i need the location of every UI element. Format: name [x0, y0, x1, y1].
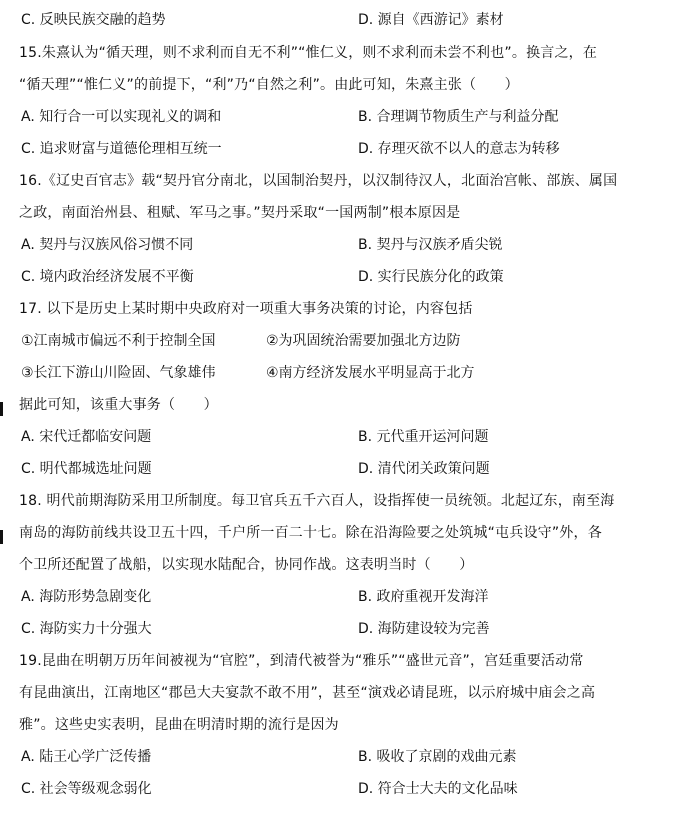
- q17-item-2: ②为巩固统治需要加强北方边防: [266, 333, 461, 349]
- q19-stem-line-2: 有昆曲演出，江南地区“郡邑大夫宴款不敢不用”，甚至“演戏必请昆班，以示府城中庙会之高: [19, 685, 596, 701]
- margin-mark: [0, 530, 3, 544]
- q17-option-a: A. 宋代迁都临安问题: [21, 429, 152, 445]
- q15-stem-line-1: 15.朱熹认为“循天理，则不求利而自无不利”“惟仁义，则不求利而未尝不利也”。换言之，在: [19, 45, 598, 61]
- q19-stem-line-3: 雅”。这些史实表明，昆曲在明清时期的流行是因为: [19, 717, 339, 733]
- q18-option-b: B. 政府重视开发海洋: [358, 589, 489, 605]
- q16-option-c: C. 境内政治经济发展不平衡: [21, 269, 194, 285]
- q18-option-d: D. 海防建设较为完善: [358, 621, 490, 637]
- q14-option-c: C. 反映民族交融的趋势: [21, 12, 166, 28]
- q16-option-b: B. 契丹与汉族矛盾尖锐: [358, 237, 503, 253]
- q17-item-1: ①江南城市偏远不利于控制全国: [21, 333, 216, 349]
- q17-stem-line-2: 据此可知，该重大事务（ ）: [19, 397, 218, 413]
- q19-option-a: A. 陆王心学广泛传播: [21, 749, 152, 765]
- q17-option-d: D. 清代闭关政策问题: [358, 461, 490, 477]
- q15-stem-line-2: “循天理”“惟仁义”的前提下，“利”乃“自然之利”。由此可知，朱熹主张（ ）: [19, 77, 519, 93]
- q18-stem-line-1: 18. 明代前期海防采用卫所制度。每卫官兵五千六百人，设指挥使一员统领。北起辽东，南至海: [19, 493, 615, 509]
- q15-option-b: B. 合理调节物质生产与利益分配: [358, 109, 559, 125]
- q18-stem-line-2: 南岛的海防前线共设卫五十四，千户所一百二十七。除在沿海险要之处筑城“屯兵设守”外，各: [19, 525, 602, 541]
- q15-option-c: C. 追求财富与道德伦理相互统一: [21, 141, 222, 157]
- q18-stem-line-3: 个卫所还配置了战船，以实现水陆配合，协同作战。这表明当时（ ）: [19, 557, 474, 573]
- q17-item-4: ④南方经济发展水平明显高于北方: [266, 365, 475, 381]
- q19-stem-line-1: 19.昆曲在明朝万历年间被视为“官腔”，到清代被誉为“雅乐”“盛世元音”，宫廷重要活动常: [19, 653, 584, 669]
- q17-option-c: C. 明代都城选址问题: [21, 461, 152, 477]
- q16-option-d: D. 实行民族分化的政策: [358, 269, 504, 285]
- q16-stem-line-2: 之政，南面治州县、租赋、军马之事。”契丹采取“一国两制”根本原因是: [19, 205, 461, 221]
- margin-mark: [0, 402, 3, 416]
- q19-option-b: B. 吸收了京剧的戏曲元素: [358, 749, 517, 765]
- q18-option-c: C. 海防实力十分强大: [21, 621, 152, 637]
- q19-option-d: D. 符合士大夫的文化品味: [358, 781, 518, 797]
- q15-option-d: D. 存理灭欲不以人的意志为转移: [358, 141, 560, 157]
- q17-option-b: B. 元代重开运河问题: [358, 429, 489, 445]
- q16-stem-line-1: 16.《辽史百官志》载“契丹官分南北，以国制治契丹，以汉制待汉人，北面治宫帐、部族、属国: [19, 173, 618, 189]
- q17-item-3: ③长江下游山川险固、气象雄伟: [21, 365, 216, 381]
- q16-option-a: A. 契丹与汉族风俗习惯不同: [21, 237, 194, 253]
- q18-option-a: A. 海防形势急剧变化: [21, 589, 152, 605]
- q14-option-d: D. 源自《西游记》素材: [358, 12, 504, 28]
- q15-option-a: A. 知行合一可以实现礼义的调和: [21, 109, 222, 125]
- q19-option-c: C. 社会等级观念弱化: [21, 781, 152, 797]
- q17-stem-line-1: 17. 以下是历史上某时期中央政府对一项重大事务决策的讨论，内容包括: [19, 301, 473, 317]
